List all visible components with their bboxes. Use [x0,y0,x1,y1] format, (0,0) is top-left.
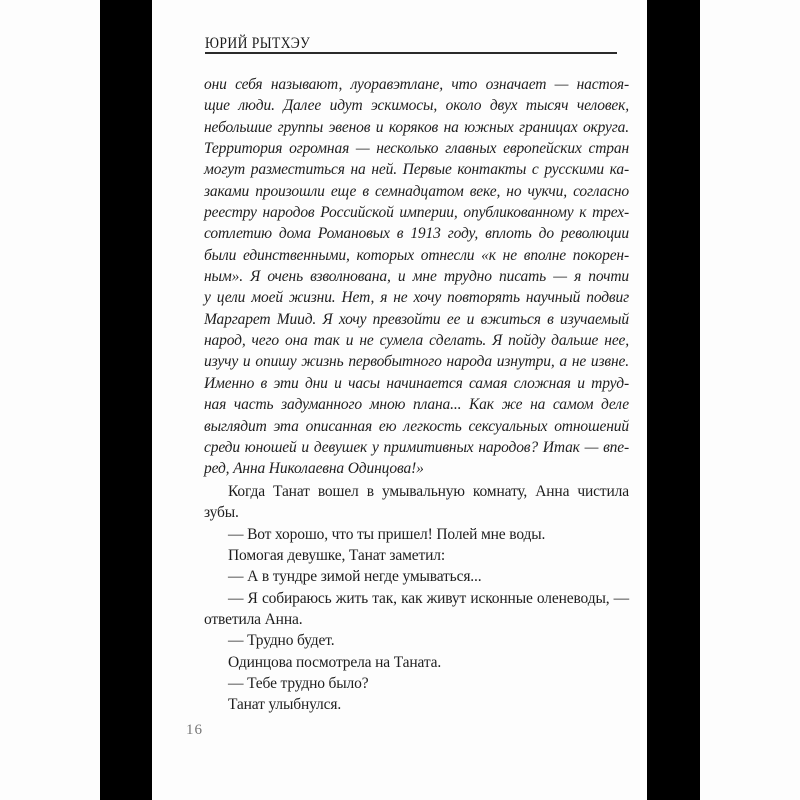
text-line: — Вот хорошо, что ты пришел! Полей мне воды. [228,525,546,543]
text-line: щие люди. Далее идут эскимосы, около двух тысяч человек, [204,97,629,115]
text-line: зубы. [204,504,239,522]
text-line: они себя называют, луоравэтлане, что означает — настоя- [204,76,629,93]
text-line: — Тебе трудно было? [228,675,369,693]
text-line: Когда Танат вошел в умывальную комнату, Анна чистила [228,483,629,500]
text-line: изучу и опишу жизнь первобытного народа изнутри, а не извне. [204,353,629,371]
book-page [152,0,647,800]
text-line: народ, чего она так и не сумела сделать. Я пойду дальше нее, [204,332,629,350]
text-line: небольшие группы эвенов и коряков на южных границах округа. [204,118,629,136]
diary-excerpt-paragraph [204,74,629,480]
text-line: заками произошли еще в семнадцатом веке, но чукчи, согласно [204,182,629,200]
left-page-edge-bar [100,0,152,800]
text-line: ответила Анна. [204,611,303,629]
text-line: Танат улыбнулся. [228,696,342,714]
text-line: Территория огромная — несколько главных европейских стран [204,140,629,158]
text-line: Маргарет Миид. Я хочу превзойти ее и вжиться в изучаемый [204,310,629,328]
text-line: Помогая девушке, Танат заметил: [228,547,445,565]
text-line: Одинцова посмотрела на Таната. [228,653,442,671]
right-page-edge-bar [647,0,700,800]
text-line: были единственными, которых отнесли «к не вполне покорен- [204,246,629,264]
text-line: выглядит эта описанная ею легкость сексуальных отношений [204,417,629,435]
text-line: Именно в эти дни и часы начинается самая сложная и труд- [204,374,629,392]
header-rule [205,52,617,54]
running-header-author: ЮРИЙ РЫТХЭУ [205,35,311,52]
text-line: ред, Анна Николаевна Одинцова!» [204,460,424,478]
narrative-text [204,481,629,716]
text-line: — А в тундре зимой негде умываться... [228,568,482,586]
text-line: — Трудно будет. [228,632,335,650]
text-line: — Я собираюсь жить так, как живут исконные оленеводы, — [228,589,629,607]
page-number: 16 [186,722,203,738]
text-line: у цели моей жизни. Нет, я не хочу повторять научный подвиг [204,289,629,307]
text-line: могут разместиться на ней. Первые контакты с русскими ка- [204,161,629,179]
text-line: сотлетию дома Романовых в 1913 году, вплоть до революции [204,225,629,243]
text-line: среди юношей и девушек у примитивных народов? Итак — впе- [204,438,629,456]
text-line: ная часть задуманного мною плана... Как же на самом деле [204,396,629,414]
text-line: реестру народов Российской империи, опубликованному к трех- [204,204,629,222]
text-line: ным». Я очень взволнована, и мне трудно писать — я почти [204,268,629,286]
